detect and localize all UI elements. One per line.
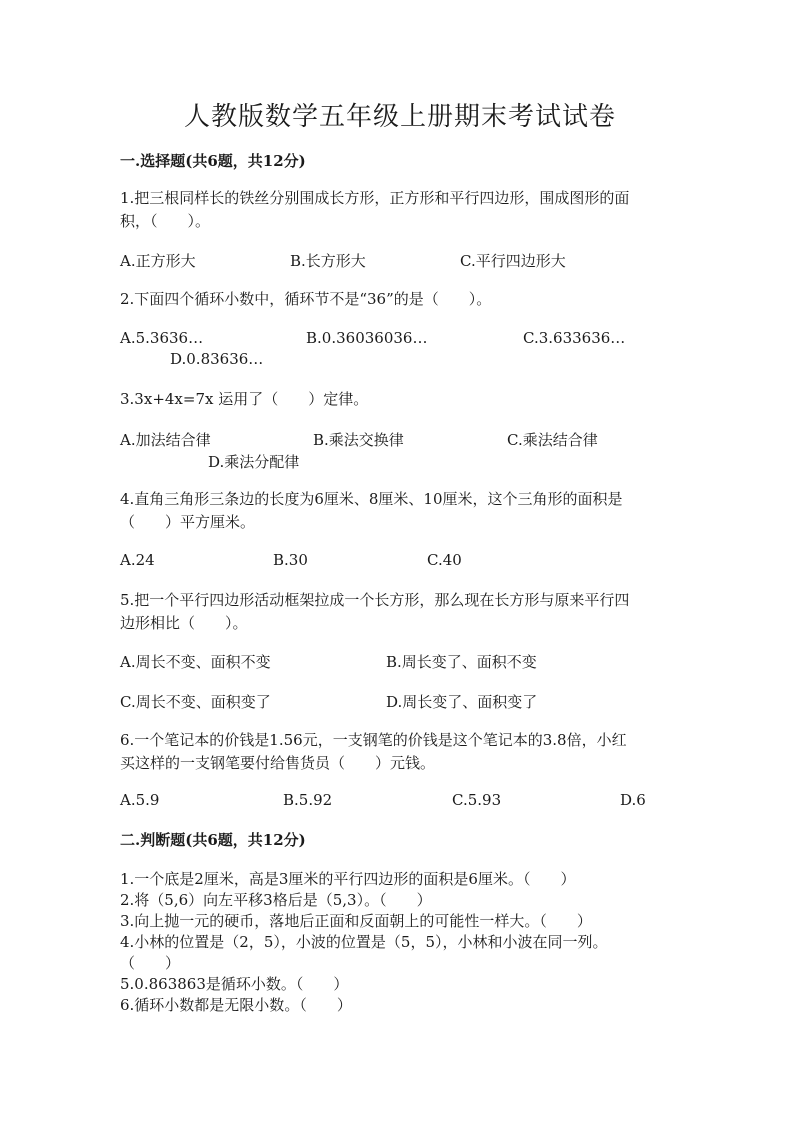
question-1-line-1: 1.把三根同样长的铁丝分别围成长方形，正方形和平行四边形，围成图形的面 [120, 189, 630, 207]
question-4-line-1: 4.直角三角形三条边的长度为6厘米、8厘米、10厘米，这个三角形的面积是 [120, 490, 623, 508]
question-3-option-b: B.乘法交换律 [313, 431, 404, 449]
judgment-item-6: 6.循环小数都是无限小数。（ ） [120, 996, 352, 1014]
question-6-option-d: D.6 [620, 791, 646, 809]
judgment-item-5: 5.0.863863是循环小数。（ ） [120, 975, 349, 993]
question-5-line-1: 5.把一个平行四边形活动框架拉成一个长方形，那么现在长方形与原来平行四 [120, 591, 630, 609]
question-3-line-1: 3.3x+4x=7x 运用了（ ）定律。 [120, 390, 369, 408]
page-title: 人教版数学五年级上册期末考试试卷 [183, 102, 616, 132]
question-6-option-b: B.5.92 [283, 791, 333, 809]
question-4-line-2: （ ）平方厘米。 [120, 513, 256, 531]
question-2-line-1: 2.下面四个循环小数中，循环节不是“36”的是（ ）。 [120, 290, 492, 308]
section-heading-judgment: 二.判断题(共6题，共12分) [120, 831, 306, 849]
question-1-line-2: 积，（ ）。 [120, 212, 211, 230]
question-4-option-a: A.24 [120, 551, 155, 569]
judgment-item-4: 4.小林的位置是（2，5），小波的位置是（5，5），小林和小波在同一列。 [120, 933, 608, 951]
section-heading-choice: 一.选择题(共6题，共12分) [120, 152, 306, 170]
judgment-item-3: 3.向上抛一元的硬币，落地后正面和反面朝上的可能性一样大。（ ） [120, 912, 592, 930]
question-6-option-c: C.5.93 [452, 791, 502, 809]
question-2-option-b: B.0.36036036… [306, 329, 428, 347]
question-4-option-c: C.40 [427, 551, 462, 569]
question-2-option-d: D.0.83636… [170, 350, 264, 368]
question-6-line-1: 6.一个笔记本的价钱是1.56元，一支钢笔的价钱是这个笔记本的3.8倍，小红 [120, 731, 627, 749]
question-1-option-a: A.正方形大 [120, 252, 196, 270]
question-3-option-a: A.加法结合律 [120, 431, 211, 449]
question-5-option-b: B.周长变了、面积不变 [386, 653, 537, 671]
judgment-item-1: 1.一个底是2厘米，高是3厘米的平行四边形的面积是6厘米。（ ） [120, 870, 576, 888]
question-5-option-d: D.周长变了、面积变了 [386, 693, 538, 711]
question-2-option-a: A.5.3636… [120, 329, 204, 347]
judgment-item-4-continued: （ ） [120, 954, 181, 972]
question-5-line-2: 边形相比（ ）。 [120, 614, 248, 632]
question-5-option-c: C.周长不变、面积变了 [120, 693, 271, 711]
question-3-option-d: D.乘法分配律 [208, 453, 300, 471]
judgment-item-2: 2.将（5,6）向左平移3格后是（5,3）。（ ） [120, 891, 432, 909]
question-1-option-b: B.长方形大 [290, 252, 366, 270]
question-4-option-b: B.30 [273, 551, 308, 569]
question-5-option-a: A.周长不变、面积不变 [120, 653, 271, 671]
question-3-option-c: C.乘法结合律 [507, 431, 598, 449]
question-1-option-c: C.平行四边形大 [460, 252, 566, 270]
question-6-line-2: 买这样的一支钢笔要付给售货员（ ）元钱。 [120, 754, 436, 772]
question-2-option-c: C.3.633636… [523, 329, 626, 347]
question-6-option-a: A.5.9 [120, 791, 160, 809]
